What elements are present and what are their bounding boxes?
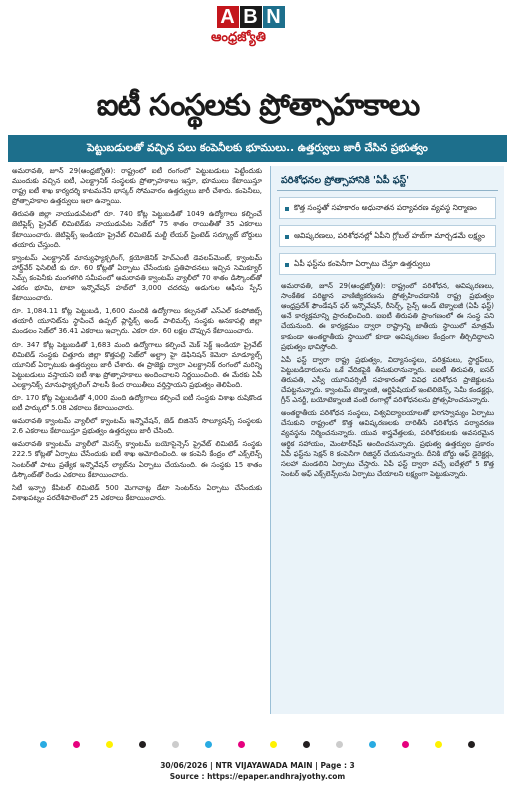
registration-dot [139, 741, 146, 748]
registration-dot [205, 741, 212, 748]
article-paragraph: అమరావతి క్వాంటమ్ వ్యాలీలో మెసర్స్ క్వాంటమ్ బయోసైన్సెస్ ప్రైవేట్ లిమిటెడ్ సంస్థకు 222.5 కోట్లతో ఏర్పాటు చేసేందుకు ఐటీ శాఖ ఆమోదించింది. ఆ కంపెనీ కేంద్రం లో ఎక్స్‌లెన్స్ సెంటర్‌తో పాటు ప్రత్యేక ఇన్నొవేషన్ ల్యాబ్‌ను ఏర్పాటు చేయనుంది. ఈ సంస్థకు 15 శాతం డిస్కౌంట్‌తో రెండు ఎకరాలు కేటాయించారు. [12, 440, 262, 479]
footer-source: Source : https://epaper.andhrajyothy.com [169, 772, 346, 781]
registration-dot [435, 741, 442, 748]
article-paragraph: అమరావతి, జూన్ 29(ఆంధ్రజ్యోతి): రాష్ట్రంలో ఐటీ రంగంలో పెట్టుబడులు పెట్టేందుకు ముందుకు వచ్చిన ఐటీ, ఎలక్ట్రానిక్ సంస్థలకు ప్రోత్సాహకాలు ఇస్తూ, భూములు కేటాయిస్తూ రాష్ట్ర ఐటీ శాఖ కార్యదర్శి కాటమనేని భాస్కర్ సోమవారం ఉత్తర్వులు జారీ చేశారు. కంపెనీలు, ప్రోత్సాహకాల ఉత్తర్వులు ఇలా ఉన్నాయి. [12, 167, 262, 206]
registration-dot [468, 741, 475, 748]
article-paragraph: అమరావతి క్వాంటమ్ వ్యాలీలో క్వాంటమ్ ఇన్నొవేషన్, జెడ్ బిజినెస్ సొల్యూషన్స్ సంస్థలకు 2.6 ఎకరాలు కేటాయిస్తూ ప్రభుత్వం ఉత్తర్వులు జారీ చేసింది. [12, 417, 262, 436]
sidebar-title: పరిశోధనల ప్రోత్సాహానికి 'ఏపీ ఫస్ట్' [277, 172, 498, 191]
sidebar-paragraph: ఏపీ ఫస్ట్ ద్వారా రాష్ట్ర ప్రభుత్వం, విద్యాసంస్థలు, పరిశ్రమలు, స్టార్టప్‌లు, పెట్టుబడిదారులను ఒకే వేదికపైకి తీసుకురానున్నారు. ఐఐటీ తిరుపతి, ఐసర్ తిరుపతి, ఎస్వీ యూనివర్సిటీ సహకారంతో వివిధ పరిశోధన ప్రాజెక్టులను చేపట్టనున్నారు. క్వాంటమ్ టెక్నాలజీ, ఆర్టిఫిషియల్ ఇంటెలిజెన్స్, సెమీ కండక్టర్లు, గ్రీన్ ఎనర్జీ, బయోటెక్నాలజీ వంటి రంగాల్లో పరిశోధనలను ప్రోత్సహించనున్నారు. [281, 355, 494, 405]
subheadline-bar: పెట్టుబడులతో వచ్చిన పలు కంపెనీలకు భూములు.. ఉత్తర్వులు జారీ చేసిన ప్రభుత్వం [8, 135, 507, 162]
article-paragraph: రూ. 347 కోట్ల పెట్టుబడితో 1,683 మంది ఉద్యోగాలు కల్పించే మెక్ సెక్ట్ ఇండియా ప్రైవేట్ లిమిటెడ్ సంస్థకు చిత్తూరు జిల్లా కొత్తపల్లి సెజ్‌లో అల్ట్రా హై డెఫినిషన్ కెమెరా మాడ్యూల్స్ యూనిట్ ఏర్పాటుకు ఉత్తర్వులు జారీ చేశారు. ఈ ప్రాజెక్టు ద్వారా ఎలక్ట్రానిక్ రంగంలో మరిన్ని పెట్టుబడులు వస్తాయని ఐటీ శాఖ ప్రోత్సాహకాలు అందించాలని నిర్ణయించింది. ఈ మేరకు ఏపీ ఎలక్ట్రానిక్స్ మానుఫ్యాక్చరింగ్ పాలసీ కింద రాయితీలు వర్తిస్తాయని ప్రభుత్వం తెలిపింది. [12, 340, 262, 389]
article-paragraph: సిటీ ఇన్ఫ్రా కేపిటల్ లిమిటెడ్ 500 మెగావాట్ల డేటా సెంటర్‌ను ఏర్పాటు చేసేందుకు విశాఖపట్నం పరదేశిపాలెంలో 25 ఎకరాలు కేటాయించారు. [12, 483, 262, 502]
footer [0, 760, 515, 782]
registration-dot [172, 741, 179, 748]
article-paragraph: రూ. 170 కోట్ల పెట్టుబడితో 4,000 మంది ఉద్యోగాలు కల్పించే ఐటీ సంస్థకు విశాఖ రుషికొండ ఐటీ పార్కులో 5.08 ఎకరాలు కేటాయించారు. [12, 393, 262, 413]
sidebar-paragraph: అమరావతి, జూన్ 29(ఆంధ్రజ్యోతి): రాష్ట్రంలో పరిశోధన, ఆవిష్కరణలు, సాంకేతిక పరిజ్ఞాన వాణిజ్యీకరణను ప్రోత్సహించడానికి రాష్ట్ర ప్రభుత్వం ఆంధ్రప్రదేశ్ ఫౌండేషన్ ఫర్ ఇన్నొవేషన్, రీసెర్చ్, సైన్స్ అండ్ టెక్నాలజీ (ఏపీ ఫస్ట్) అనే కార్యక్రమాన్ని ప్రారంభించింది. ఐఐటీ తిరుపతి ప్రాంగణంలో ఈ సంస్థ పని చేయనుంది. ఈ కార్యక్రమం ద్వారా రాష్ట్రాన్ని జాతీయ స్థాయిలో మాత్రమే కాకుండా అంతర్జాతీయ స్థాయిలో కూడా ఆవిష్కరణల కేంద్రంగా తీర్చిదిద్దాలని ప్రభుత్వం భావిస్తోంది. [281, 282, 494, 351]
article-paragraph: తిరుపతి జిల్లా నాయుడుపేటలో రూ. 740 కోట్ల పెట్టుబడితో 1049 ఉద్యోగాలు కల్పించే జెటిఫ్లెక్స్ ప్రైవేట్ లిమిటెడ్‌కు నాయుడుపేట సెజ్‌లో 75 శాతం రాయితీతో 35 ఎకరాలు కేటాయించారు. జెటిఫ్లెక్స్ ఇండియా ప్రైవేట్ లిమిటెడ్ మల్టీ లేయర్ ప్రింటెడ్ సర్క్యూట్ బోర్డులు తయారు చేస్తుంది. [12, 210, 262, 249]
main-article-column [12, 166, 262, 714]
sidebar-body [281, 281, 494, 479]
sidebar-paragraph: అంతర్జాతీయ పరిశోధన సంస్థలు, విశ్వవిద్యాలయాలతో భాగస్వామ్యం ఏర్పాటు చేసుకుని రాష్ట్రంలో కొత్త ఆవిష్కరణలకు దారితీసే పరిశోధన పర్యావరణ వ్యవస్థను నిర్మించనున్నారు. యువ శాస్త్రవేత్తలకు, పరిశోధకులకు అవసరమైన ఆర్థిక సహాయం, మెంటార్‌షిప్ అందించనున్నారు. ప్రభుత్వ ఉత్తర్వుల ప్రకారం ఏపీ ఫస్ట్‌ను సెక్షన్ 8 కంపెనీగా రిజిస్టర్ చేయనున్నారు. దీనికి బోర్డు ఆఫ్ డైరెక్టర్లు, సలహా మండలిని ఏర్పాటు చేస్తారు. ఏపీ ఫస్ట్ ద్వారా వచ్చే ఐదేళ్లలో 5 కొత్త సెంటర్ ఆఫ్ ఎక్స్‌లెన్స్‌లను ఏర్పాటు చేయాలని లక్ష్యంగా పెట్టుకున్నారు. [281, 409, 494, 478]
sidebar-bullet: ఏపీ ఫస్ట్‌ను కంపెనీగా ఏర్పాటు చేస్తూ ఉత్తర్వులు [279, 253, 496, 275]
sidebar-bullet: ఆవిష్కరణలు, పరిశోధనల్లో ఏపీని గ్లోబల్ హబ్‌గా మార్చడమే లక్ష్యం [279, 225, 496, 247]
registration-dot [40, 741, 47, 748]
article-paragraph: క్వాంటమ్ ఎలక్ట్రానిక్ మాన్యుఫ్యాక్చరింగ్, క్రయోజెనిక్ హెచ్ఎంటీ డెవలప్‌మెంట్, క్వాంటమ్ హార్డ్‌వేర్ ఫెసిలిటీ కు రూ. 60 కోట్లతో ఏర్పాటు చేసేందుకు ప్రతిపాదనలు ఇచ్చిన సెమిక్యూర్ సెమ్స్ కంపెనీకు మంగళగిరి సమీపంలో అమరావతి క్వాంటమ్ వ్యాలీలో 70 శాతం డిస్కౌంట్‌తో ఎకరం భూమి, టాటా ఇన్నొవేషన్ హబ్‌లో 3,000 చదరపు అడుగుల ఆఫీసు స్పేస్ కేటాయించారు. [12, 253, 262, 303]
registration-dot [238, 741, 245, 748]
abn-logo-letters: A B N [217, 6, 286, 29]
logo-subtitle: ఆంధ్రజ్యోతి [211, 30, 266, 45]
registration-dot [270, 741, 277, 748]
registration-dot [73, 741, 80, 748]
registration-dot [336, 741, 343, 748]
registration-dot [402, 741, 409, 748]
footer-date-edition: 30/06/2026 | NTR VIJAYAWADA MAIN | Page : 3 [160, 761, 355, 770]
print-registration-marks [40, 741, 476, 747]
registration-dot [369, 741, 376, 748]
registration-dot [106, 741, 113, 748]
sidebar-box [270, 166, 504, 714]
article-paragraph: రూ. 1,084.11 కోట్ల పెట్టుబడి, 1,600 మందికి ఉద్యోగాలు కల్పనతో ఎస్ఎల్ కంపోజిట్స్ తయారీ యూనిట్‌ను స్థాపించే ఉప్పల్ ప్లాస్టిక్స్ అండ్ పాలిమర్స్ సంస్థకు అనకాపల్లి జిల్లా మండలం సెజ్‌లో 36.41 ఎకరాలు ఇచ్చారు. ఎకరా రూ. 60 లక్షల చొప్పున కేటాయించారు. [12, 307, 262, 336]
sidebar-bullet: కొత్త సంస్థతో సహకారం అధునాతన పర్యావరణ వ్యవస్థ నిర్మాణం [279, 197, 496, 219]
abn-logo [209, 6, 303, 50]
registration-dot [303, 741, 310, 748]
headline: ఐటీ సంస్థలకు ప్రోత్సాహకాలు [96, 88, 420, 123]
